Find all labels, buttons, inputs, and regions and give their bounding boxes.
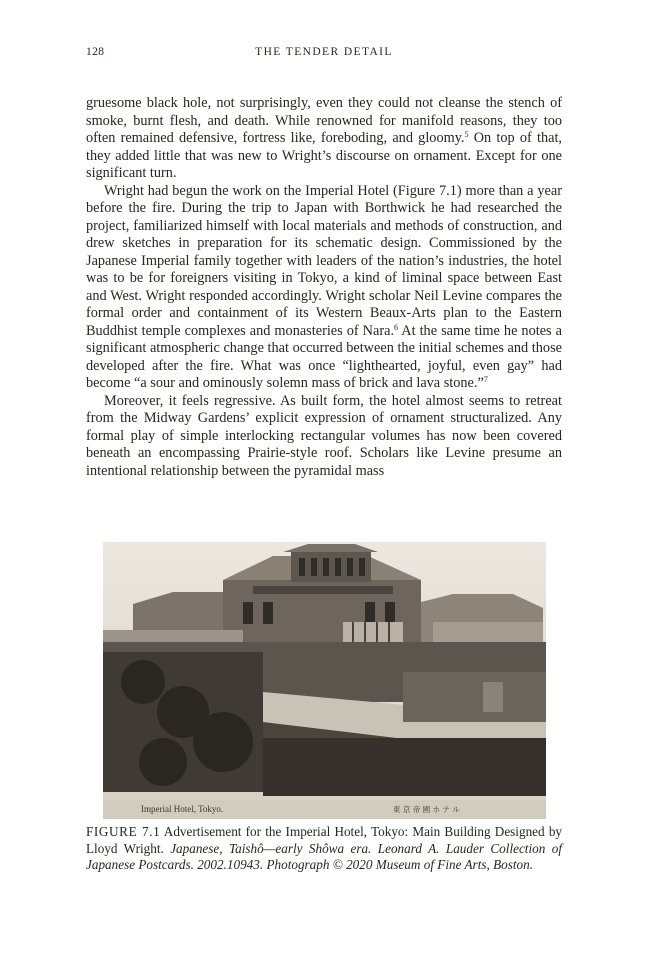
figure-photo-imperial-hotel: [103, 542, 546, 819]
postcard-caption-english: Imperial Hotel, Tokyo.: [141, 804, 224, 814]
postcard-caption-japanese: 東 京 帝 國 ホ テ ル: [393, 805, 460, 814]
paragraph-1: [86, 95, 562, 183]
paragraph-1-tail: On top of that, they added little that was new to Wright’s discourse on ornament. Except for one significant turn.: [86, 130, 562, 181]
paragraph-1-text: gruesome black hole, not surprisingly, even they could not cleanse the stench of smoke, burnt flesh, and death. While renowned for manifold reasons, they too often remained defensive, fortress like, foreboding, and gloomy.: [86, 95, 562, 146]
footnote-ref-7[interactable]: 7: [483, 375, 488, 384]
paragraph-3-text: Moreover, it feels regressive. As built form, the hotel almost seems to retreat from the Midway Gardens’ explicit expression of ornament structuralized. Any formal play of simple interlocking rectangular volumes has now been covered beneath an encompassing Prairie-style roof. Scholars like Levine presume an intentional relationship between the pyramidal mass: [86, 392, 562, 479]
paragraph-2-middle: At the same time he notes a significant atmospheric change that occurred between the initial schemes and those developed after the fire. What was once “lighthearted, joyful, even gay” had become “a sour and ominously solemn mass of brick and lava stone.”: [86, 322, 562, 391]
body-text: [86, 95, 562, 480]
running-title: THE TENDER DETAIL: [255, 46, 393, 58]
paragraph-3: [86, 393, 562, 481]
paragraph-2: [86, 183, 562, 393]
footnote-ref-6[interactable]: 6: [394, 322, 399, 332]
paragraph-2-text: Wright had begun the work on the Imperial Hotel (Figure 7.1) more than a year before the fire. During the trip to Japan with Borthwick he had researched the project, familiarized himself with local materials and methods of construction, and drew sketches in preparation for its schematic design. Commissioned by the Japanese Imperial family together with leaders of the nation’s industries, the hotel was to be for foreigners visiting in Tokyo, a kind of liminal space between East and West. Wright responded accordingly. Wright scholar Neil Levine compares the formal order and containment of its Western Beaux-Arts plan to the Eastern Buddhist temple complexes and monasteries of Nara.: [86, 182, 562, 339]
caption-text: Advertisement for the Imperial Hotel, Tokyo: Main Building Designed by Lloyd Wright.: [86, 824, 563, 856]
postcard-photo: [103, 542, 546, 819]
footnote-ref-5[interactable]: 5: [464, 130, 469, 139]
figure-caption: [86, 824, 562, 874]
figure-label: FIGURE 7.1: [86, 824, 161, 839]
running-head: [86, 46, 562, 62]
page-number: 128: [86, 46, 105, 58]
caption-credit: Japanese, Taishô—early Shôwa era. Leonard A. Lauder Collection of Japanese Postcards. 2002.10943. Photograph © 2020 Museum of Fine Arts, Boston.: [86, 840, 562, 872]
